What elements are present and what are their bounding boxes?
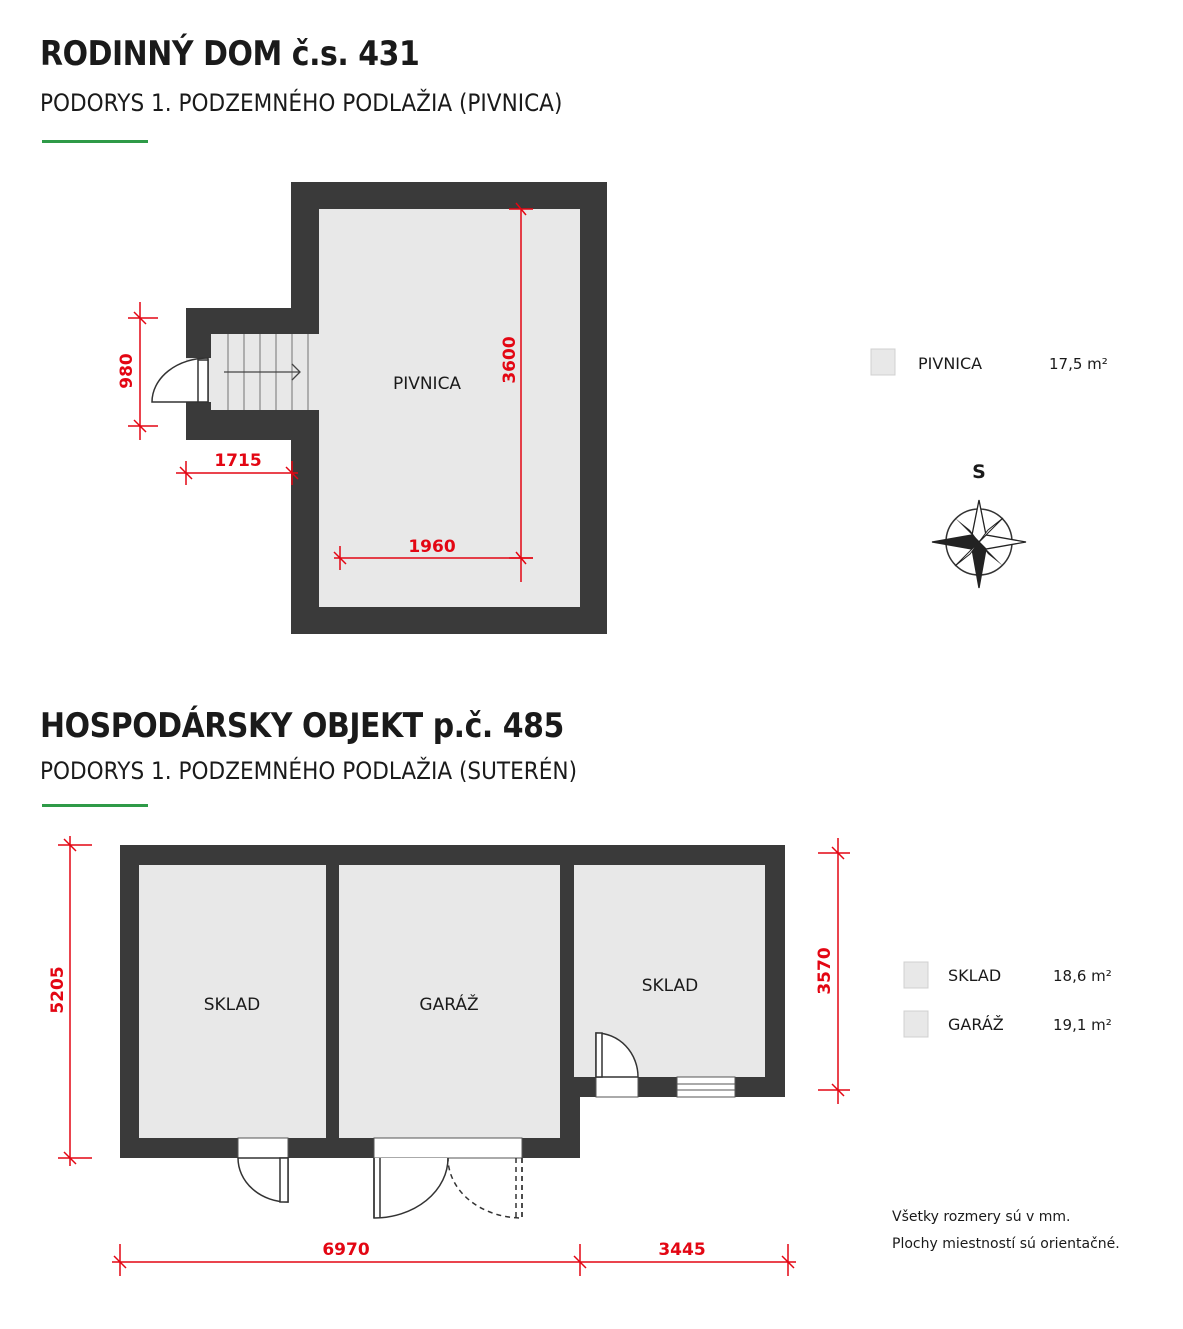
- legend-swatch-sklad: [904, 962, 928, 988]
- dim-1960: 1960: [408, 537, 456, 557]
- house-plan: [152, 182, 607, 634]
- compass-icon: [932, 500, 1026, 588]
- sklad-left-door-opening: [238, 1138, 288, 1158]
- legend-swatch-pivnica: [871, 349, 895, 375]
- house-subtitle: PODORYS 1. PODZEMNÉHO PODLAŽIA (PIVNICA): [40, 89, 563, 117]
- room-label-sklad-right: SKLAD: [641, 976, 699, 996]
- legend-name-garaz: GARÁŽ: [948, 1015, 1004, 1034]
- farm-title: HOSPODÁRSKY OBJEKT p.č. 485: [40, 706, 564, 746]
- dim-3445: 3445: [658, 1240, 706, 1260]
- room-label-sklad-left: SKLAD: [203, 995, 261, 1015]
- sklad-right-window: [677, 1077, 735, 1097]
- sklad-right-door-opening: [596, 1077, 638, 1097]
- compass-label: S: [972, 461, 986, 483]
- dim-980: 980: [117, 353, 137, 389]
- legend-area-pivnica: 17,5 m²: [1049, 355, 1108, 373]
- note-units: Všetky rozmery sú v mm.: [892, 1209, 1071, 1225]
- legend-name-pivnica: PIVNICA: [918, 354, 983, 373]
- house-title: RODINNÝ DOM č.s. 431: [40, 34, 420, 74]
- dim-6970: 6970: [322, 1240, 370, 1260]
- garaz-door-icon: [374, 1158, 522, 1218]
- legend-area-sklad: 18,6 m²: [1053, 967, 1112, 985]
- room-label-garaz: GARÁŽ: [419, 995, 479, 1015]
- legend-swatch-garaz: [904, 1011, 928, 1037]
- sklad-left-door-icon: [238, 1158, 288, 1202]
- dim-1715: 1715: [214, 451, 262, 471]
- farm-subtitle: PODORYS 1. PODZEMNÉHO PODLAŽIA (SUTERÉN): [40, 757, 578, 785]
- dim-3600: 3600: [500, 336, 520, 384]
- farm-plan: [120, 845, 786, 1218]
- room-label-pivnica: PIVNICA: [392, 374, 462, 394]
- garaz-door-opening: [374, 1138, 522, 1158]
- entry-door-icon: [152, 358, 208, 402]
- farm-notch: [580, 1097, 786, 1159]
- dim-3570: 3570: [815, 947, 835, 995]
- legend-name-sklad: SKLAD: [948, 966, 1002, 985]
- note-areas: Plochy miestností sú orientačné.: [892, 1236, 1120, 1252]
- legend-area-garaz: 19,1 m²: [1053, 1016, 1112, 1034]
- dim-5205: 5205: [48, 966, 68, 1014]
